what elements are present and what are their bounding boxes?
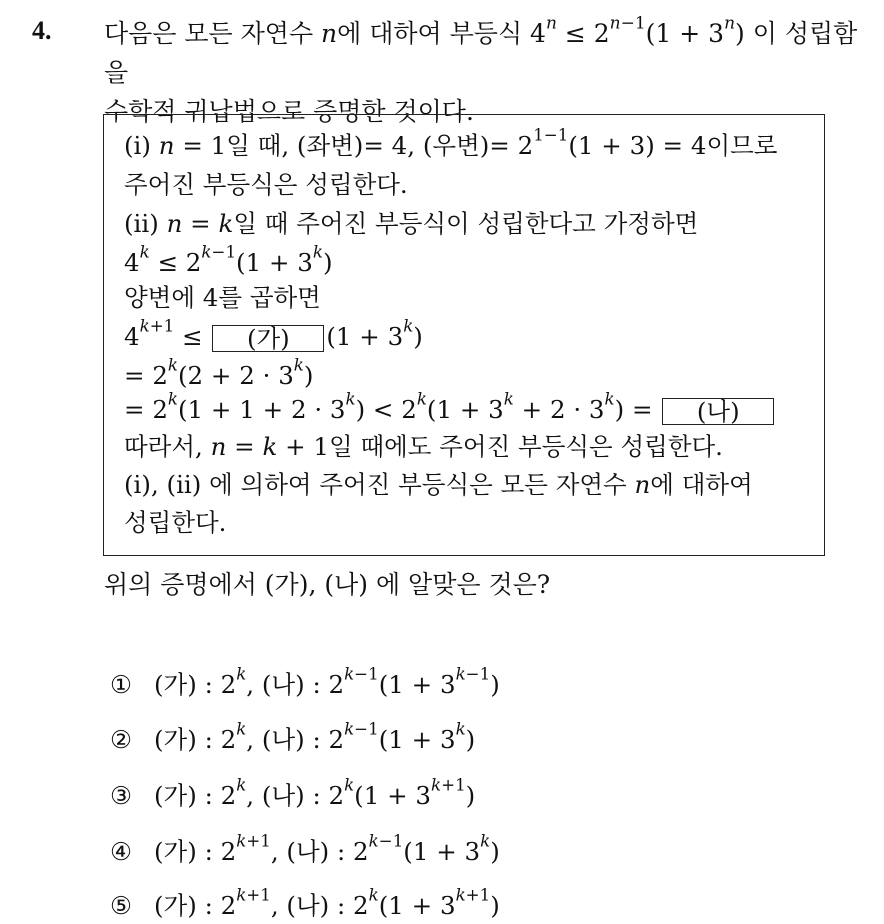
proof-line-1: (i) n = 1일 때, (좌변)= 4, (우변)= $2^{1-1}(1 + 3) = 4$이므로 <box>124 125 778 160</box>
blank-ga: (가) <box>212 325 324 352</box>
question-ask: 위의 증명에서 (가), (나) 에 알맞은 것은? <box>104 570 551 599</box>
proof-line-4: $4^k \le 2^{k-1}(1 + 3^k)$ <box>124 242 333 277</box>
proof-line-11: 성립한다. <box>124 508 227 537</box>
choice-text: (가) : 2$^k$, (나) : $2^{k-1}(1 + 3^{k-1})$ <box>154 664 500 699</box>
stem-line-1: 다음은 모든 자연수 n에 대하여 부등식 $4^n \le 2^{n-1}(1 + 3^n)$ 이 성립함을 <box>104 13 858 87</box>
proof-line-3: (ii) n = k일 때 주어진 부등식이 성립한다고 가정하면 <box>124 209 699 238</box>
choice-4[interactable] <box>110 831 500 868</box>
choice-mark: ③ <box>110 781 132 810</box>
proof-line-8: = $2^k(1 + 1 + 2 \cdot 3^k) < 2^k(1 + 3^k + 2 \cdot 3^k)$ = (나) <box>124 395 776 425</box>
choice-text: (가) : $2^{k+1}$, (나) : $2^{k-1}(1 + 3^k)$ <box>154 831 500 866</box>
choice-mark: ④ <box>110 837 132 866</box>
choice-5[interactable] <box>110 885 500 922</box>
choice-1[interactable] <box>110 664 500 701</box>
proof-line-2: 주어진 부등식은 성립한다. <box>124 170 408 199</box>
proof-line-7: = $2^k(2 + 2 \cdot 3^k)$ <box>124 355 314 390</box>
proof-line-5: 양변에 4를 곱하면 <box>124 283 321 312</box>
proof-line-9: 따라서, n = k + 1일 때에도 주어진 부등식은 성립한다. <box>124 432 723 461</box>
blank-na: (나) <box>662 398 774 425</box>
choice-3[interactable] <box>110 775 476 812</box>
choice-2[interactable] <box>110 719 476 756</box>
proof-box <box>103 114 825 556</box>
choice-mark: ① <box>110 670 132 699</box>
proof-line-6: $4^{k+1}$ ≤ (가) $(1 + 3^k)$ <box>124 316 423 353</box>
proof-line-10: (i), (ii) 에 의하여 주어진 부등식은 모든 자연수 n에 대하여 <box>124 470 753 499</box>
choice-mark: ② <box>110 725 132 754</box>
choice-text: (가) : $2^{k+1}$, (나) : $2^k(1 + 3^{k+1})$ <box>154 885 500 920</box>
question-number: 4. <box>32 16 52 45</box>
choice-text: (가) : 2$^k$, (나) : $2^{k-1}(1 + 3^k)$ <box>154 719 476 754</box>
choice-text: (가) : 2$^k$, (나) : $2^k(1 + 3^{k+1})$ <box>154 775 476 810</box>
stem-line-2: 수학적 귀납법으로 증명한 것이다. <box>104 97 474 126</box>
choice-mark: ⑤ <box>110 891 132 920</box>
